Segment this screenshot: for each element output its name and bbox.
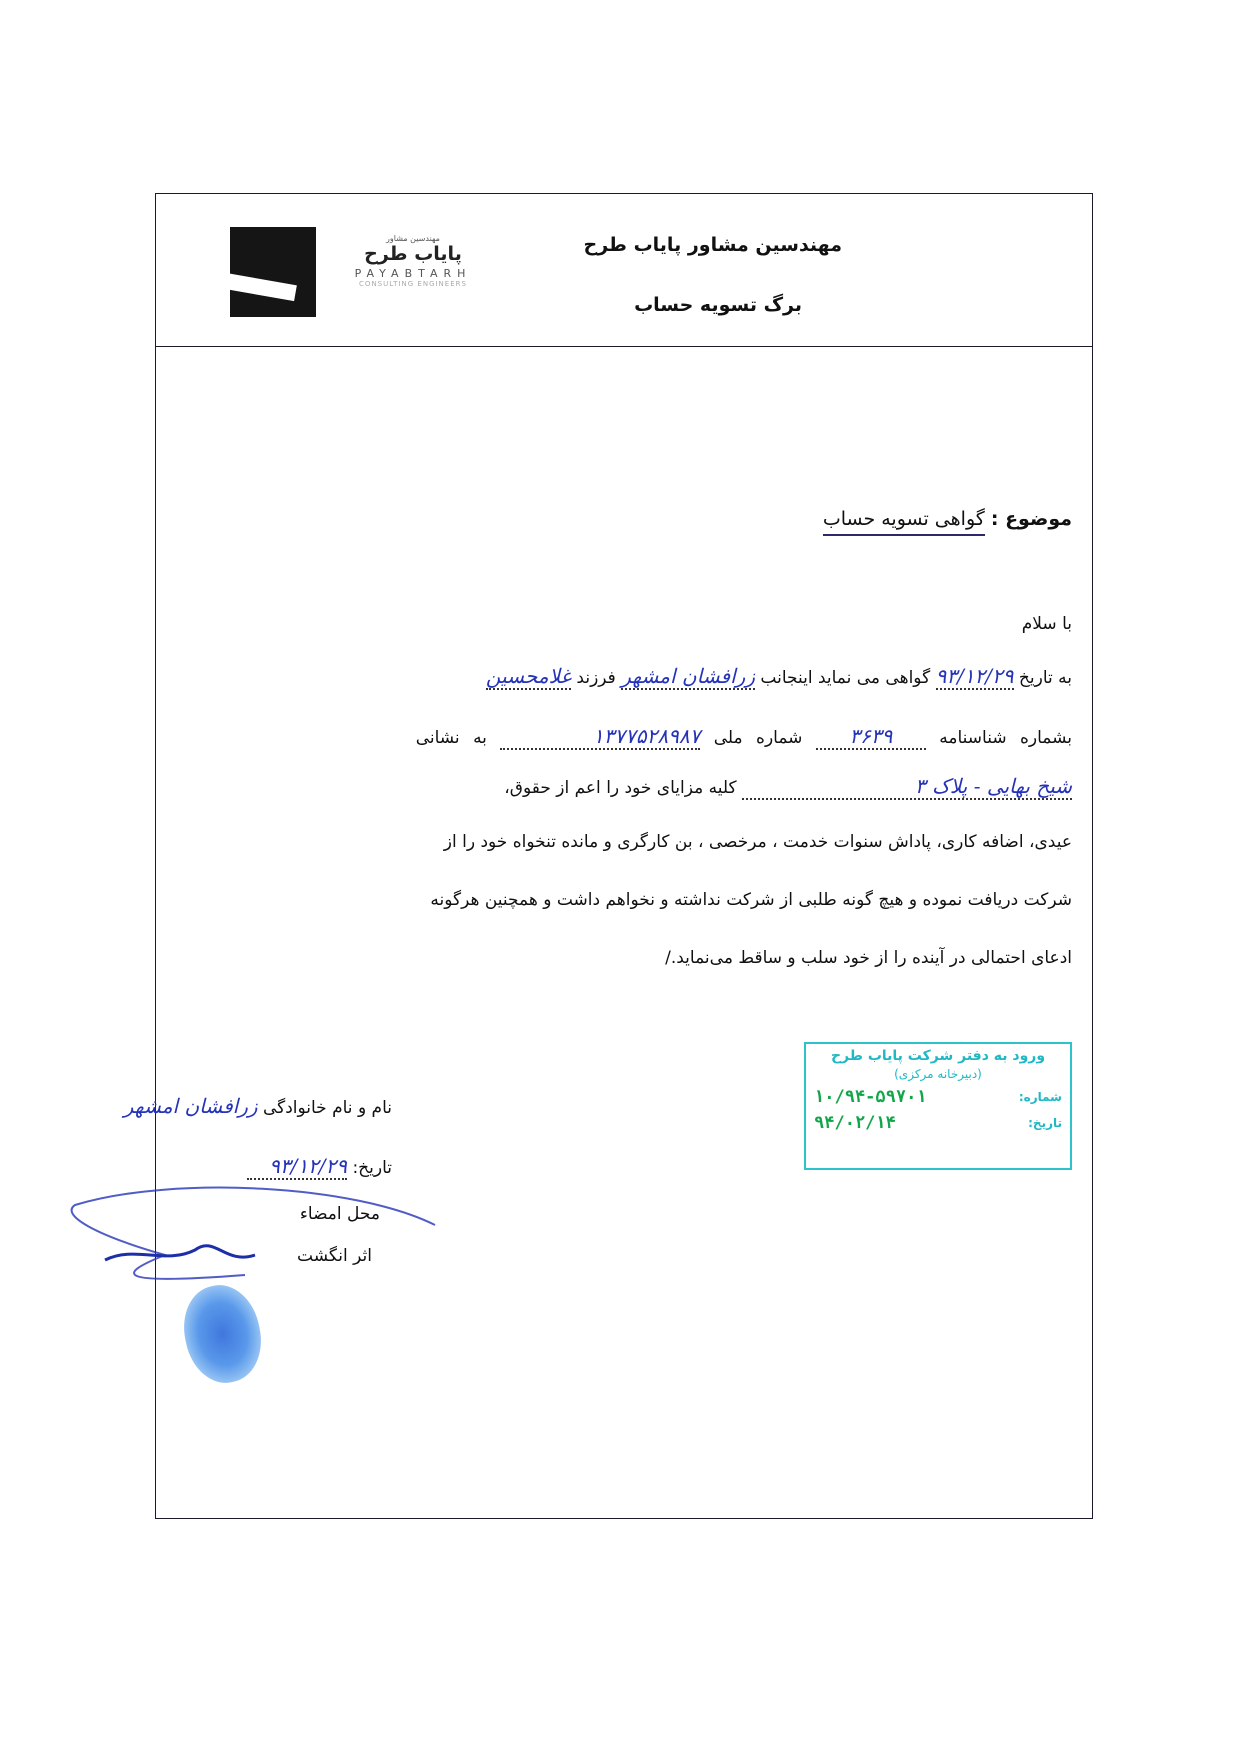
payabtarh-logo-icon bbox=[230, 227, 316, 317]
id-label: بشماره شناسنامه bbox=[939, 728, 1072, 748]
logo-name-en: PAYABTARH bbox=[354, 267, 472, 280]
national-id-label: شماره ملی bbox=[713, 728, 803, 748]
subject-value: گواهی تسویه حساب bbox=[823, 508, 985, 536]
certify-text: گواهی می نماید اینجانب bbox=[760, 668, 931, 688]
stamp-subtitle: (دبیرخانه مرکزی) bbox=[894, 1067, 982, 1081]
greeting: با سلام bbox=[1021, 614, 1072, 634]
sign-date-field bbox=[247, 1154, 347, 1180]
stamp-date-row bbox=[814, 1113, 1062, 1133]
subject-label: موضوع : bbox=[990, 508, 1072, 530]
subject-line bbox=[823, 508, 1072, 530]
handwritten-address: شیخ بهایی - پلاک ۳ bbox=[914, 774, 1072, 798]
logo-name-fa: پایاب طرح bbox=[364, 243, 462, 265]
body-line-4: عیدی، اضافه کاری، پاداش سنوات خدمت ، مرخصی ، بن کارگری و مانده تنخواه خود را از bbox=[443, 832, 1072, 852]
son-of-label: فرزند bbox=[576, 668, 616, 688]
father-field bbox=[486, 664, 571, 690]
signature-place-label: محل امضاء bbox=[299, 1204, 380, 1224]
date-prefix: به تاریخ bbox=[1018, 668, 1072, 688]
national-id-field bbox=[500, 724, 700, 750]
stamp-date-value: ۹۴/۰۲/۱۴ bbox=[814, 1113, 896, 1133]
address-label: به نشانی bbox=[415, 728, 487, 748]
stamp-number-label: شماره: bbox=[1018, 1090, 1062, 1104]
fullname-label: نام و نام خانوادگی bbox=[262, 1098, 392, 1118]
id-field bbox=[816, 724, 926, 750]
stamp-title: ورود به دفتر شرکت پایاب طرح bbox=[830, 1048, 1046, 1064]
name-field bbox=[621, 664, 755, 690]
handwritten-id-number: ۳۶۳۹ bbox=[849, 724, 893, 748]
registry-stamp bbox=[804, 1042, 1072, 1170]
logo-tagline: CONSULTING ENGINEERS bbox=[359, 280, 467, 288]
stamp-date-label: تاریخ: bbox=[1028, 1116, 1062, 1130]
handwritten-father-name: غلامحسین bbox=[485, 664, 572, 688]
logo-small-fa: مهندسین مشاور bbox=[386, 234, 440, 243]
body-line-1 bbox=[486, 664, 1072, 690]
fullname-row bbox=[124, 1094, 392, 1118]
sign-date-label: تاریخ: bbox=[352, 1158, 392, 1178]
handwritten-name: زرافشان امشهر bbox=[621, 664, 755, 688]
sign-date-row bbox=[247, 1154, 392, 1180]
handwritten-fullname: زرافشان امشهر bbox=[123, 1094, 258, 1118]
body-line-2 bbox=[416, 724, 1072, 750]
document-header bbox=[156, 194, 1092, 347]
body-line-6: ادعای احتمالی در آینده را از خود سلب و ساقط می‌نماید./ bbox=[665, 948, 1072, 968]
address-field bbox=[742, 774, 1072, 800]
fingerprint-label: اثر انگشت bbox=[297, 1246, 372, 1266]
logo-wordmark bbox=[328, 234, 498, 288]
form-title: برگ تسویه حساب bbox=[634, 294, 802, 316]
stamp-number-value: ۱۰/۹۴-۵۹۷۰۱ bbox=[814, 1087, 927, 1107]
company-name: مهندسین مشاور پایاب طرح bbox=[583, 234, 842, 256]
date-field bbox=[936, 664, 1014, 690]
handwritten-date: ۹۳/۱۲/۲۹ bbox=[935, 664, 1014, 688]
handwritten-national-id: ۱۳۷۷۵۲۸۹۸۷ bbox=[592, 724, 701, 748]
handwritten-sign-date: ۹۳/۱۲/۲۹ bbox=[269, 1154, 348, 1178]
benefits-text: کلیه مزایای خود را اعم از حقوق، bbox=[504, 778, 737, 798]
stamp-number-row bbox=[814, 1087, 1062, 1107]
document-frame bbox=[123, 193, 1093, 1519]
body-line-5: شرکت دریافت نموده و هیچ گونه طلبی از شرکت نداشته و نخواهم داشت و همچنین هرگونه bbox=[430, 890, 1072, 910]
body-line-3 bbox=[504, 774, 1072, 800]
logo-stripe bbox=[230, 273, 297, 301]
